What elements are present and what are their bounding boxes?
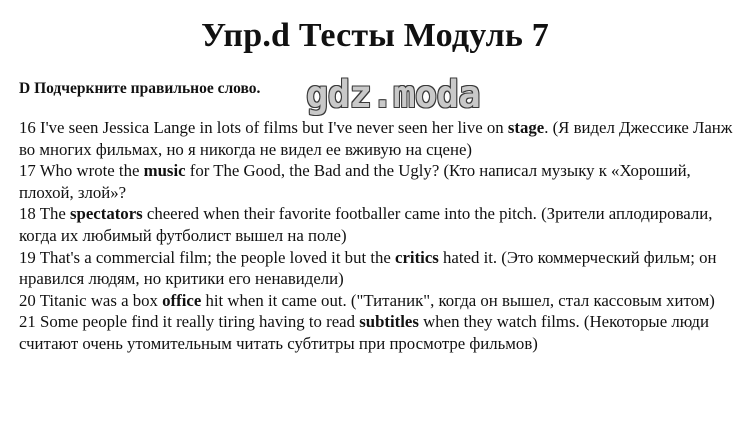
item-text-after: cheered when their favorite footballer came into the pitch. (Зрители аплодировали, когда их любимый футболист вышел на поле)	[19, 204, 713, 245]
answer-item	[19, 290, 734, 312]
item-text-before: I've seen Jessica Lange in lots of films but I've never seen her live on	[39, 118, 504, 137]
item-answer: office	[162, 290, 202, 310]
item-text-before: That's a commercial film; the people loved it but the	[39, 247, 391, 267]
item-number: 16	[19, 118, 36, 137]
answer-item	[19, 117, 734, 160]
item-number: 20	[19, 290, 36, 310]
item-text-after: for The Good, the Bad and the Ugly? (Кто написал музыку к «Хороший, плохой, злой»?	[19, 161, 691, 202]
answer-item	[19, 203, 734, 246]
item-text-after: hit when it came out. ("Титаник", когда он вышел, стал кассовым хитом)	[205, 290, 715, 310]
item-text-before: Who wrote the	[39, 161, 140, 181]
answer-item	[19, 247, 734, 290]
item-number: 18	[19, 204, 36, 224]
item-answer: spectators	[69, 204, 143, 224]
answer-item	[19, 160, 734, 203]
answer-list	[19, 117, 734, 355]
item-answer: critics	[395, 247, 439, 267]
item-number: 19	[19, 247, 36, 267]
item-answer: music	[143, 161, 186, 181]
item-answer: subtitles	[359, 312, 419, 332]
instruction-text: D Подчеркните правильное слово.	[19, 80, 261, 97]
item-text-after: . (Я видел Джессике Ланж во многих фильмах, но я никогда не видел ее вживую на сцене)	[19, 118, 733, 159]
item-number: 17	[19, 161, 36, 181]
item-text-before: Some people find it really tiring having to read	[39, 312, 356, 332]
item-text-before: Titanic was a box	[39, 290, 158, 310]
item-text-after: when they watch films. (Некоторые люди считают очень утомительным читать субтитры при просмотре фильмов)	[19, 312, 709, 353]
item-text-after: hated it. (Это коммерческий фильм; он нравился людям, но критики его ненавидели)	[19, 247, 717, 289]
page-title: Упр.d Тесты Модуль 7	[201, 17, 549, 54]
watermark-logo: gdz.moda	[306, 73, 481, 116]
item-text-before: The	[39, 204, 66, 224]
item-number: 21	[19, 312, 36, 332]
item-answer: stage	[507, 118, 545, 137]
answer-item	[19, 311, 734, 354]
